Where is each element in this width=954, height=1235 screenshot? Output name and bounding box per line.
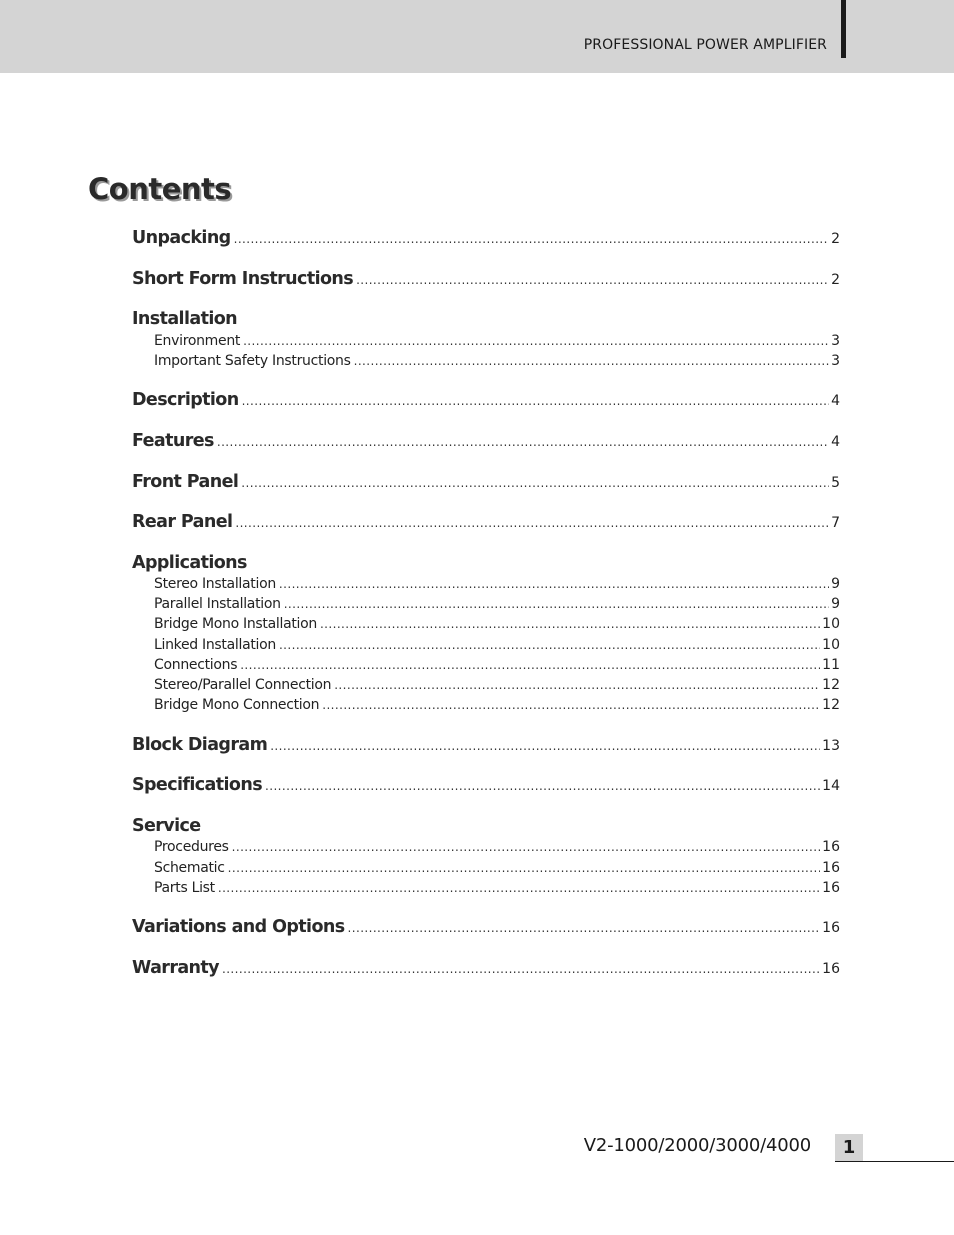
- toc-entry-label: Features: [132, 431, 214, 451]
- toc-group-label: Service: [132, 816, 201, 836]
- toc-subentry-label: Bridge Mono Connection: [154, 697, 320, 713]
- toc-entry-page: 13: [822, 738, 840, 754]
- toc-subentry-label: Linked Installation: [154, 637, 276, 653]
- toc-subentry-label: Stereo/Parallel Connection: [154, 677, 332, 693]
- toc-subentry-page: 3: [831, 353, 840, 369]
- toc-subentry-label: Parallel Installation: [154, 596, 281, 612]
- toc-subentry-page: 10: [822, 637, 840, 653]
- toc-subentry-label: Parts List: [154, 880, 215, 896]
- toc-subentry[interactable]: [154, 333, 840, 349]
- toc-leader-dots: [320, 617, 820, 631]
- toc-subentry-label: Environment: [154, 333, 241, 349]
- toc-subentry-page: 11: [822, 657, 840, 673]
- toc-entry-page: 4: [831, 434, 840, 450]
- toc-subentry[interactable]: [154, 860, 840, 876]
- toc-leader-dots: [240, 658, 820, 672]
- toc-leader-dots: [234, 232, 829, 246]
- toc-subentry-label: Schematic: [154, 860, 225, 876]
- toc-entry-label: Unpacking: [132, 228, 231, 248]
- toc-leader-dots: [222, 962, 820, 976]
- toc-subentry[interactable]: [154, 880, 840, 896]
- toc-leader-dots: [270, 739, 820, 753]
- toc-subentry-label: Important Safety Instructions: [154, 353, 351, 369]
- toc-entry-page: 4: [831, 393, 840, 409]
- toc-entry-label: Block Diagram: [132, 735, 268, 755]
- toc-leader-dots: [279, 638, 820, 652]
- toc-subentry-page: 12: [822, 677, 840, 693]
- toc-leader-dots: [228, 861, 821, 875]
- toc-subentry-page: 16: [822, 839, 840, 855]
- toc-leader-dots: [284, 597, 829, 611]
- toc-entry-block-diagram[interactable]: [132, 735, 840, 755]
- toc-leader-dots: [265, 779, 820, 793]
- toc-leader-dots: [322, 698, 820, 712]
- toc-subentry[interactable]: [154, 353, 840, 369]
- toc-entry-label: Rear Panel: [132, 512, 233, 532]
- page-number: 1: [842, 1137, 856, 1158]
- toc-group-installation: [132, 309, 840, 329]
- toc-subentry-page: 9: [831, 576, 840, 592]
- header-title: PROFESSIONAL POWER AMPLIFIER: [583, 37, 827, 53]
- toc-group-label: Applications: [132, 553, 247, 573]
- toc-subentry[interactable]: [154, 657, 840, 673]
- page-number-box: [835, 1134, 863, 1161]
- toc-subentry-page: 12: [822, 697, 840, 713]
- toc-entry-page: 5: [831, 475, 840, 491]
- toc-leader-dots: [354, 354, 829, 368]
- toc-entry-short-form[interactable]: [132, 269, 840, 289]
- toc-leader-dots: [356, 273, 829, 287]
- toc-subentry-page: 16: [822, 860, 840, 876]
- toc-leader-dots: [217, 435, 829, 449]
- toc-leader-dots: [232, 840, 821, 854]
- toc-entry-label: Front Panel: [132, 472, 239, 492]
- toc-subentry-page: 3: [831, 333, 840, 349]
- toc-entry-page: 14: [822, 778, 840, 794]
- toc-subentry[interactable]: [154, 637, 840, 653]
- toc-subentry[interactable]: [154, 576, 840, 592]
- footer-rule: [835, 1161, 954, 1162]
- toc-entry-label: Description: [132, 390, 239, 410]
- toc-entry-page: 2: [831, 231, 840, 247]
- toc-entry-features[interactable]: [132, 431, 840, 451]
- toc-subentry[interactable]: [154, 697, 840, 713]
- toc-entry-rear-panel[interactable]: [132, 512, 840, 532]
- toc-leader-dots: [334, 678, 820, 692]
- toc-subentry-label: Connections: [154, 657, 238, 673]
- toc-leader-dots: [348, 921, 821, 935]
- toc-entry-unpacking[interactable]: [132, 228, 840, 248]
- toc-leader-dots: [279, 577, 829, 591]
- toc-subentry-page: 10: [822, 616, 840, 632]
- toc-entry-variations[interactable]: [132, 917, 840, 937]
- page-title: Contents: [88, 172, 232, 206]
- toc-entry-label: Specifications: [132, 775, 263, 795]
- toc-entry-page: 7: [831, 515, 840, 531]
- toc-subentry-label: Procedures: [154, 839, 229, 855]
- toc-entry-page: 2: [831, 272, 840, 288]
- toc-entry-description[interactable]: [132, 390, 840, 410]
- toc-entry-page: 16: [822, 961, 840, 977]
- toc-leader-dots: [235, 516, 829, 530]
- toc-entry-page: 16: [822, 920, 840, 936]
- toc-leader-dots: [243, 334, 829, 348]
- toc-subentry[interactable]: [154, 616, 840, 632]
- toc-subentry-label: Stereo Installation: [154, 576, 276, 592]
- toc-subentry-page: 16: [822, 880, 840, 896]
- toc-entry-label: Short Form Instructions: [132, 269, 354, 289]
- toc-group-label: Installation: [132, 309, 238, 329]
- toc-subentry-label: Bridge Mono Installation: [154, 616, 317, 632]
- toc-subentry-page: 9: [831, 596, 840, 612]
- toc-entry-specifications[interactable]: [132, 775, 840, 795]
- footer-model-number: V2-1000/2000/3000/4000: [583, 1135, 811, 1156]
- toc-entry-label: Warranty: [132, 958, 219, 978]
- toc-group-service: [132, 816, 840, 836]
- toc-entry-warranty[interactable]: [132, 958, 840, 978]
- toc-leader-dots: [242, 394, 829, 408]
- toc-leader-dots: [241, 476, 829, 490]
- toc-group-applications: [132, 553, 840, 573]
- toc-subentry[interactable]: [154, 839, 840, 855]
- toc-subentry[interactable]: [154, 677, 840, 693]
- toc-subentry[interactable]: [154, 596, 840, 612]
- toc-entry-label: Variations and Options: [132, 917, 345, 937]
- toc-entry-front-panel[interactable]: [132, 472, 840, 492]
- toc-leader-dots: [218, 881, 820, 895]
